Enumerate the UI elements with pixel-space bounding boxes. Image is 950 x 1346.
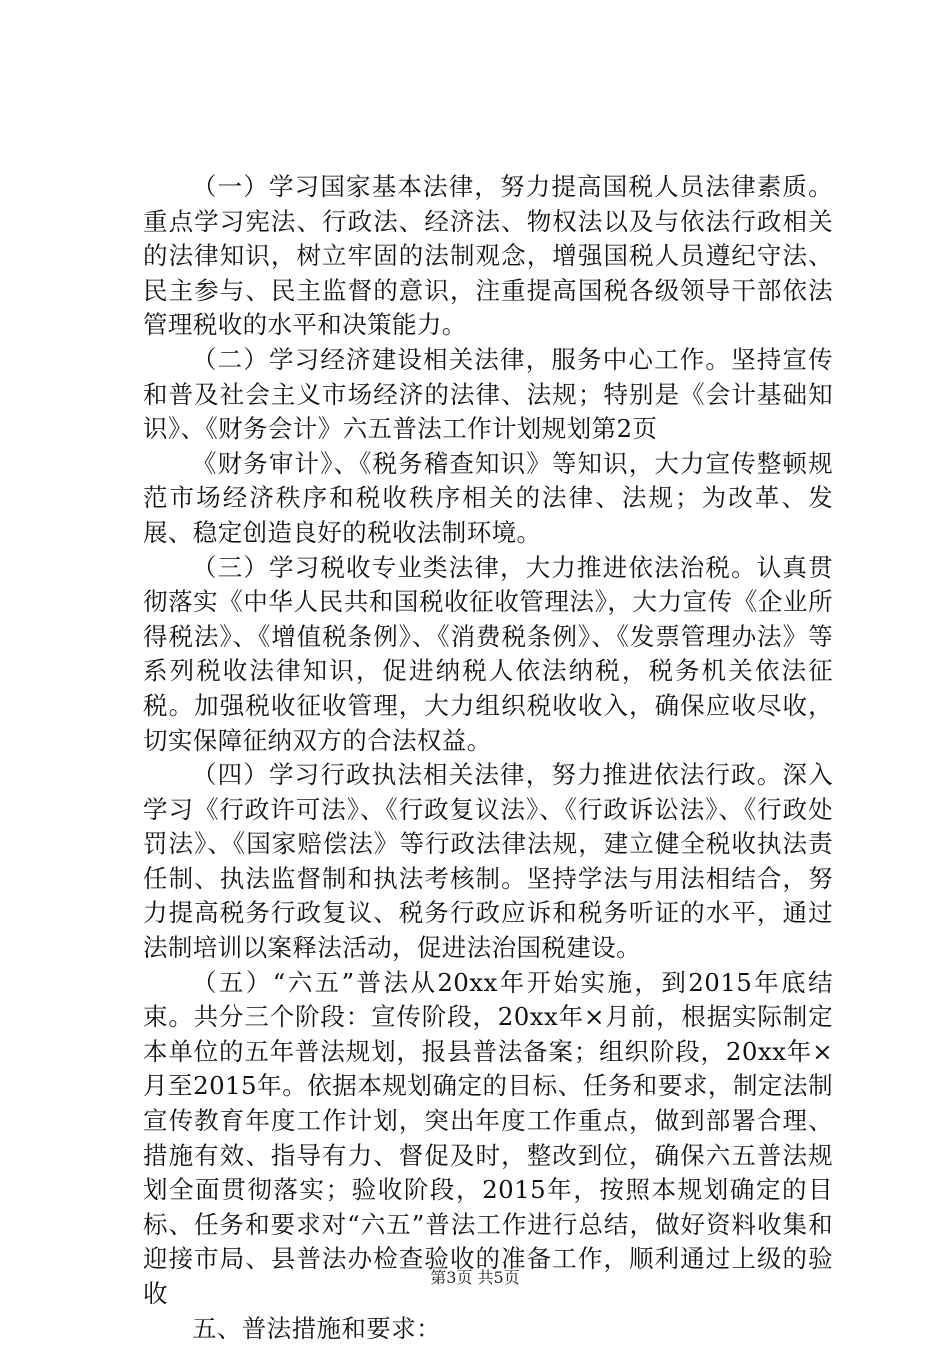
paragraph-section-2-continued: 《财务审计》、《税务稽查知识》等知识，大力宣传整顿规范市场经济秩序和税收秩序相关的法律、法规；为改革、发展、稳定创造良好的税收法制环境。 <box>143 448 833 547</box>
document-body <box>143 170 833 1346</box>
paragraph-section-3: （三）学习税收专业类法律，大力推进依法治税。认真贯彻落实《中华人民共和国税收征收管理法》，大力宣传《企业所得税法》、《增值税条例》、《消费税条例》、《发票管理办法》等系列税收法律知识，促进纳税人依法纳税，税务机关依法征税。加强税收征收管理，大力组织税收收入，确保应收尽收，切实保障征纳双方的合法权益。 <box>143 552 833 755</box>
paragraph-section-2: （二）学习经济建设相关法律，服务中心工作。坚持宣传和普及社会主义市场经济的法律、法规；特别是《会计基础知识》、《财务会计》六五普法工作计划规划第2页 <box>143 344 833 444</box>
paragraph-section-1: （一）学习国家基本法律，努力提高国税人员法律素质。重点学习宪法、行政法、经济法、物权法以及与依法行政相关的法律知识，树立牢固的法制观念，增强国税人员遵纪守法、民主参与、民主监督的意识，注重提高国税各级领导干部依法管理税收的水平和决策能力。 <box>143 172 833 340</box>
paragraph-section-5: （五）“六五”普法从20xx年开始实施，到2015年底结束。共分三个阶段：宣传阶段，20xx年×月前，根据实际制定本单位的五年普法规划，报县普法备案；组织阶段，20xx年×月至2015年。依据本规划确定的目标、任务和要求，制定法制宣传教育年度工作计划，突出年度工作重点，做到部署合理、措施有效、指导有力、督促及时，整改到位，确保六五普法规划全面贯彻落实；验收阶段，2015年，按照本规划确定的目标、任务和要求对“六五”普法工作进行总结，做好资料收集和迎接市局、县普法办检查验收的准备工作，顺利通过上级的验收 <box>143 967 833 1308</box>
paragraph-section-4: （四）学习行政执法相关法律，努力推进依法行政。深入学习《行政许可法》、《行政复议法》、《行政诉讼法》、《行政处罚法》、《国家赔偿法》等行政法律法规，建立健全税收执法责任制、执法监督制和执法考核制。坚持学法与用法相结合，努力提高税务行政复议、税务行政应诉和税务听证的水平，通过法制培训以案释法活动，促进法治国税建设。 <box>143 760 833 963</box>
page-footer: 第3页 共5页 <box>430 1268 520 1287</box>
heading-measures-and-requirements: 五、普法措施和要求： <box>192 1313 441 1343</box>
